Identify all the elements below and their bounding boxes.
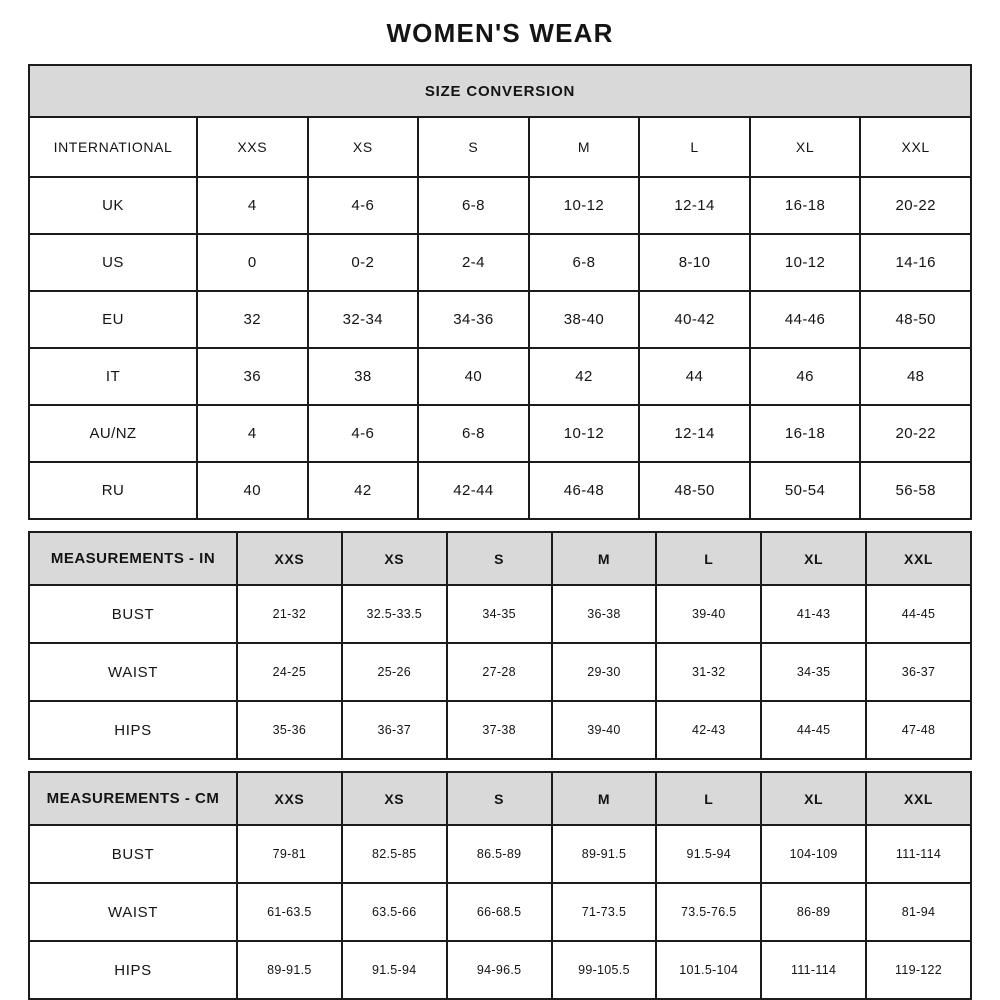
value-cell: 4 bbox=[197, 177, 308, 234]
value-cell: 86-89 bbox=[761, 883, 866, 941]
size-header-l: L bbox=[656, 532, 761, 585]
column-header-xs: XS bbox=[308, 117, 419, 177]
value-cell: 4-6 bbox=[308, 405, 419, 462]
row-label: HIPS bbox=[29, 941, 237, 999]
value-cell: 42 bbox=[529, 348, 640, 405]
value-cell: 20-22 bbox=[860, 177, 971, 234]
table-row-ru bbox=[29, 462, 971, 519]
size-header-s: S bbox=[447, 532, 552, 585]
value-cell: 39-40 bbox=[552, 701, 657, 759]
table-row-waist-cm bbox=[29, 883, 971, 941]
size-conversion-header: SIZE CONVERSION bbox=[29, 65, 971, 117]
value-cell: 42-44 bbox=[418, 462, 529, 519]
value-cell: 101.5-104 bbox=[656, 941, 761, 999]
value-cell: 66-68.5 bbox=[447, 883, 552, 941]
value-cell: 6-8 bbox=[418, 405, 529, 462]
value-cell: 111-114 bbox=[866, 825, 971, 883]
row-label: AU/NZ bbox=[29, 405, 197, 462]
value-cell: 50-54 bbox=[750, 462, 861, 519]
value-cell: 56-58 bbox=[860, 462, 971, 519]
value-cell: 6-8 bbox=[529, 234, 640, 291]
table-row-bust-in bbox=[29, 585, 971, 643]
size-header-s: S bbox=[447, 772, 552, 825]
value-cell: 31-32 bbox=[656, 643, 761, 701]
value-cell: 32.5-33.5 bbox=[342, 585, 447, 643]
value-cell: 44-45 bbox=[761, 701, 866, 759]
value-cell: 47-48 bbox=[866, 701, 971, 759]
value-cell: 42-43 bbox=[656, 701, 761, 759]
value-cell: 34-35 bbox=[761, 643, 866, 701]
value-cell: 4 bbox=[197, 405, 308, 462]
value-cell: 89-91.5 bbox=[552, 825, 657, 883]
measurements-cm-header-row bbox=[29, 772, 971, 825]
value-cell: 44-45 bbox=[866, 585, 971, 643]
value-cell: 104-109 bbox=[761, 825, 866, 883]
value-cell: 61-63.5 bbox=[237, 883, 342, 941]
value-cell: 46 bbox=[750, 348, 861, 405]
value-cell: 14-16 bbox=[860, 234, 971, 291]
row-label: IT bbox=[29, 348, 197, 405]
measurements-cm-table bbox=[28, 771, 972, 1000]
row-label: UK bbox=[29, 177, 197, 234]
table-row-hips-in bbox=[29, 701, 971, 759]
size-header-xxs: XXS bbox=[237, 772, 342, 825]
size-header-xl: XL bbox=[761, 772, 866, 825]
column-header-s: S bbox=[418, 117, 529, 177]
table-row-hips-cm bbox=[29, 941, 971, 999]
value-cell: 81-94 bbox=[866, 883, 971, 941]
value-cell: 32-34 bbox=[308, 291, 419, 348]
value-cell: 36-37 bbox=[342, 701, 447, 759]
value-cell: 42 bbox=[308, 462, 419, 519]
row-label: WAIST bbox=[29, 883, 237, 941]
value-cell: 4-6 bbox=[308, 177, 419, 234]
column-header-xxs: XXS bbox=[197, 117, 308, 177]
row-label: US bbox=[29, 234, 197, 291]
value-cell: 27-28 bbox=[447, 643, 552, 701]
column-header-m: M bbox=[529, 117, 640, 177]
value-cell: 38-40 bbox=[529, 291, 640, 348]
size-conversion-columns-row bbox=[29, 117, 971, 177]
column-header-international: INTERNATIONAL bbox=[29, 117, 197, 177]
value-cell: 16-18 bbox=[750, 405, 861, 462]
value-cell: 34-36 bbox=[418, 291, 529, 348]
row-label: WAIST bbox=[29, 643, 237, 701]
table-row-eu bbox=[29, 291, 971, 348]
row-label: BUST bbox=[29, 825, 237, 883]
value-cell: 40-42 bbox=[639, 291, 750, 348]
value-cell: 29-30 bbox=[552, 643, 657, 701]
value-cell: 63.5-66 bbox=[342, 883, 447, 941]
value-cell: 20-22 bbox=[860, 405, 971, 462]
measurements-cm-header: MEASUREMENTS - CM bbox=[29, 772, 237, 825]
table-row-waist-in bbox=[29, 643, 971, 701]
size-header-xl: XL bbox=[761, 532, 866, 585]
value-cell: 38 bbox=[308, 348, 419, 405]
value-cell: 2-4 bbox=[418, 234, 529, 291]
value-cell: 12-14 bbox=[639, 177, 750, 234]
value-cell: 21-32 bbox=[237, 585, 342, 643]
value-cell: 39-40 bbox=[656, 585, 761, 643]
value-cell: 79-81 bbox=[237, 825, 342, 883]
value-cell: 36-38 bbox=[552, 585, 657, 643]
value-cell: 25-26 bbox=[342, 643, 447, 701]
table-row-bust-cm bbox=[29, 825, 971, 883]
column-header-xxl: XXL bbox=[860, 117, 971, 177]
value-cell: 8-10 bbox=[639, 234, 750, 291]
value-cell: 41-43 bbox=[761, 585, 866, 643]
column-header-l: L bbox=[639, 117, 750, 177]
size-header-xs: XS bbox=[342, 772, 447, 825]
value-cell: 24-25 bbox=[237, 643, 342, 701]
size-conversion-table bbox=[28, 64, 972, 520]
size-header-m: M bbox=[552, 532, 657, 585]
row-label: BUST bbox=[29, 585, 237, 643]
table-row-us bbox=[29, 234, 971, 291]
size-header-xxl: XXL bbox=[866, 532, 971, 585]
value-cell: 91.5-94 bbox=[342, 941, 447, 999]
value-cell: 73.5-76.5 bbox=[656, 883, 761, 941]
value-cell: 0 bbox=[197, 234, 308, 291]
value-cell: 48-50 bbox=[860, 291, 971, 348]
value-cell: 36-37 bbox=[866, 643, 971, 701]
measurements-in-header-row bbox=[29, 532, 971, 585]
value-cell: 36 bbox=[197, 348, 308, 405]
value-cell: 48 bbox=[860, 348, 971, 405]
value-cell: 32 bbox=[197, 291, 308, 348]
value-cell: 99-105.5 bbox=[552, 941, 657, 999]
value-cell: 119-122 bbox=[866, 941, 971, 999]
table-row-aunz bbox=[29, 405, 971, 462]
value-cell: 89-91.5 bbox=[237, 941, 342, 999]
row-label: EU bbox=[29, 291, 197, 348]
size-header-m: M bbox=[552, 772, 657, 825]
size-header-xxs: XXS bbox=[237, 532, 342, 585]
column-header-xl: XL bbox=[750, 117, 861, 177]
value-cell: 40 bbox=[418, 348, 529, 405]
value-cell: 48-50 bbox=[639, 462, 750, 519]
value-cell: 94-96.5 bbox=[447, 941, 552, 999]
value-cell: 16-18 bbox=[750, 177, 861, 234]
measurements-in-table bbox=[28, 531, 972, 760]
value-cell: 35-36 bbox=[237, 701, 342, 759]
value-cell: 34-35 bbox=[447, 585, 552, 643]
value-cell: 44-46 bbox=[750, 291, 861, 348]
value-cell: 10-12 bbox=[529, 177, 640, 234]
value-cell: 10-12 bbox=[750, 234, 861, 291]
table-row-uk bbox=[29, 177, 971, 234]
value-cell: 46-48 bbox=[529, 462, 640, 519]
value-cell: 37-38 bbox=[447, 701, 552, 759]
page-title: WOMEN'S WEAR bbox=[386, 18, 614, 48]
row-label: RU bbox=[29, 462, 197, 519]
value-cell: 6-8 bbox=[418, 177, 529, 234]
size-conversion-header-row bbox=[29, 65, 971, 117]
measurements-in-header: MEASUREMENTS - IN bbox=[29, 532, 237, 585]
size-header-l: L bbox=[656, 772, 761, 825]
size-header-xxl: XXL bbox=[866, 772, 971, 825]
value-cell: 10-12 bbox=[529, 405, 640, 462]
value-cell: 0-2 bbox=[308, 234, 419, 291]
value-cell: 111-114 bbox=[761, 941, 866, 999]
value-cell: 82.5-85 bbox=[342, 825, 447, 883]
value-cell: 71-73.5 bbox=[552, 883, 657, 941]
size-header-xs: XS bbox=[342, 532, 447, 585]
value-cell: 40 bbox=[197, 462, 308, 519]
table-row-it bbox=[29, 348, 971, 405]
value-cell: 44 bbox=[639, 348, 750, 405]
value-cell: 91.5-94 bbox=[656, 825, 761, 883]
row-label: HIPS bbox=[29, 701, 237, 759]
value-cell: 86.5-89 bbox=[447, 825, 552, 883]
value-cell: 12-14 bbox=[639, 405, 750, 462]
